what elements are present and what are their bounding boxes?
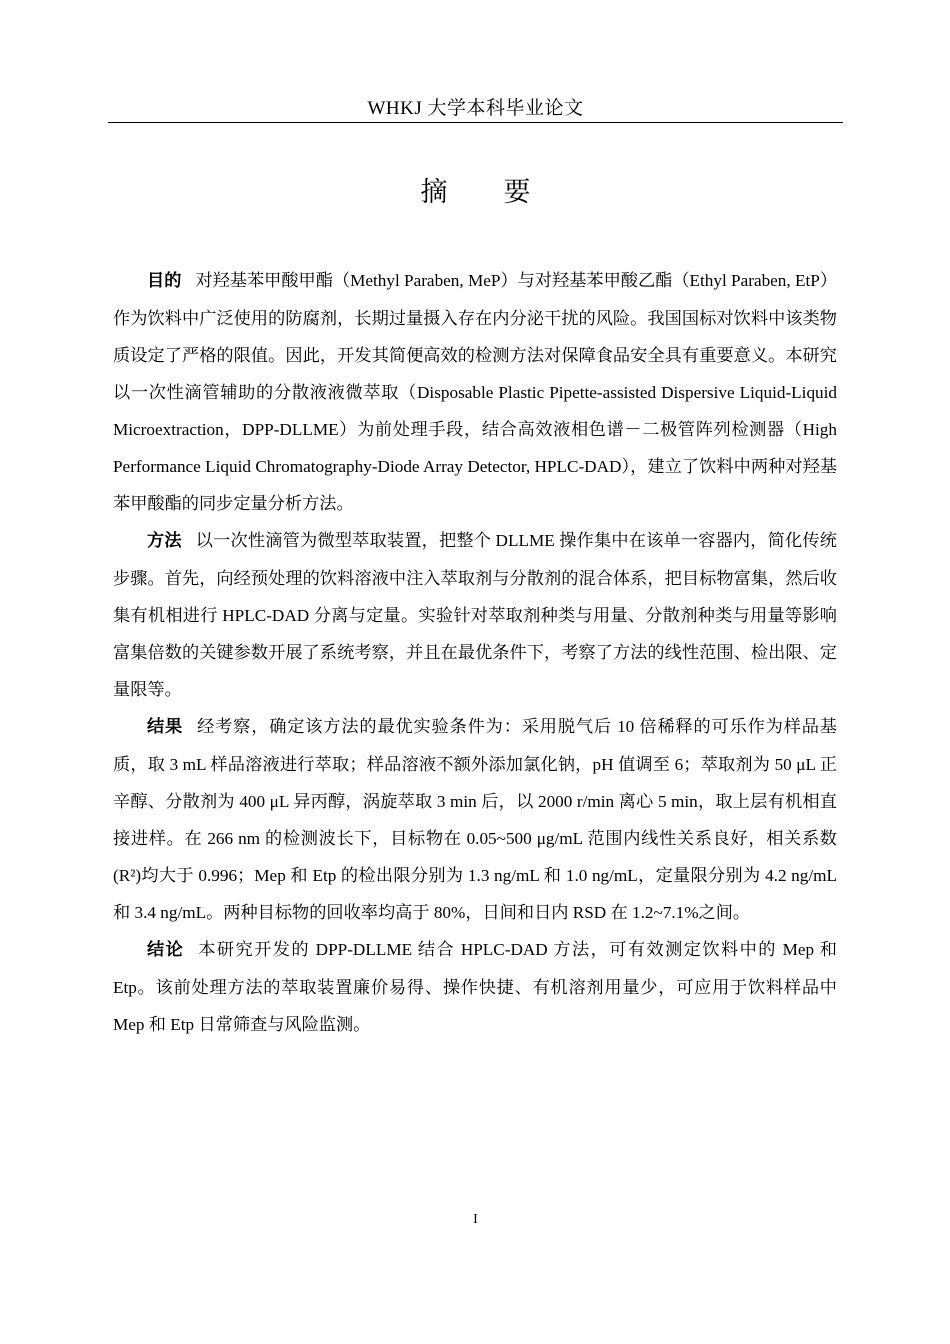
- abstract-body: [113, 262, 837, 1043]
- section-lead-methods: 方法: [147, 531, 182, 551]
- section-lead-objective: 目的: [147, 271, 182, 291]
- abstract-paragraph-objective: [113, 262, 837, 522]
- page-title: 摘要: [420, 177, 587, 207]
- section-lead-conclusion: 结论: [147, 940, 185, 960]
- header-rule: [108, 122, 843, 123]
- paragraph-text-conclusion: 本研究开发的 DPP-DLLME 结合 HPLC-DAD 方法，可有效测定饮料中的 Mep 和 Etp。该前处理方法的萃取装置廉价易得、操作快捷、有机溶剂用量少，可应用于饮料样品中 Mep 和 Etp 日常筛查与风险监测。: [113, 940, 837, 1034]
- paragraph-text-methods: 以一次性滴管为微型萃取装置，把整个 DLLME 操作集中在该单一容器内，简化传统步骤。首先，向经预处理的饮料溶液中注入萃取剂与分散剂的混合体系，把目标物富集，然后收集有机相进行 HPLC-DAD 分离与定量。实验针对萃取剂种类与用量、分散剂种类与用量等影响富集倍数的关键参数开展了系统考察，并且在最优条件下，考察了方法的线性范围、检出限、定量限等。: [113, 531, 837, 699]
- running-header: WHKJ 大学本科毕业论文: [367, 98, 584, 119]
- abstract-paragraph-results: [113, 708, 837, 931]
- section-lead-results: 结果: [147, 717, 184, 737]
- page-number: I: [473, 1212, 478, 1227]
- abstract-paragraph-methods: [113, 522, 837, 708]
- paragraph-text-objective: 对羟基苯甲酸甲酯（Methyl Paraben, MeP）与对羟基苯甲酸乙酯（Ethyl Paraben, EtP）作为饮料中广泛使用的防腐剂，长期过量摄入存在内分泌干扰的风险。我国国标对饮料中该类物质设定了严格的限值。因此，开发其简便高效的检测方法对保障食品安全具有重要意义。本研究以一次性滴管辅助的分散液液微萃取（Disposable Plastic Pipette-assisted Dispersive Liquid-Liquid Microextraction，DPP-DLLME）为前处理手段，结合高效液相色谱－二极管阵列检测器（High Performance Liquid Chromatography-Diode Array Detector, HPLC-DAD），建立了饮料中两种对羟基苯甲酸酯的同步定量分析方法。: [113, 271, 838, 513]
- paragraph-text-results: 经考察，确定该方法的最优实验条件为：采用脱气后 10 倍稀释的可乐作为样品基质，取 3 mL 样品溶液进行萃取；样品溶液不额外添加氯化钠，pH 值调至 6；萃取剂为 50 μL 正辛醇、分散剂为 400 μL 异丙醇，涡旋萃取 3 min 后，以 2000 r/min 离心 5 min，取上层有机相直接进样。在 266 nm 的检测波长下，目标物在 0.05~500 μg/mL 范围内线性关系良好，相关系数(R²)均大于 0.996；Mep 和 Etp 的检出限分别为 1.3 ng/mL 和 1.0 ng/mL，定量限分别为 4.2 ng/mL 和 3.4 ng/mL。两种目标物的回收率均高于 80%，日间和日内 RSD 在 1.2~7.1%之间。: [113, 717, 837, 922]
- abstract-paragraph-conclusion: [113, 931, 837, 1043]
